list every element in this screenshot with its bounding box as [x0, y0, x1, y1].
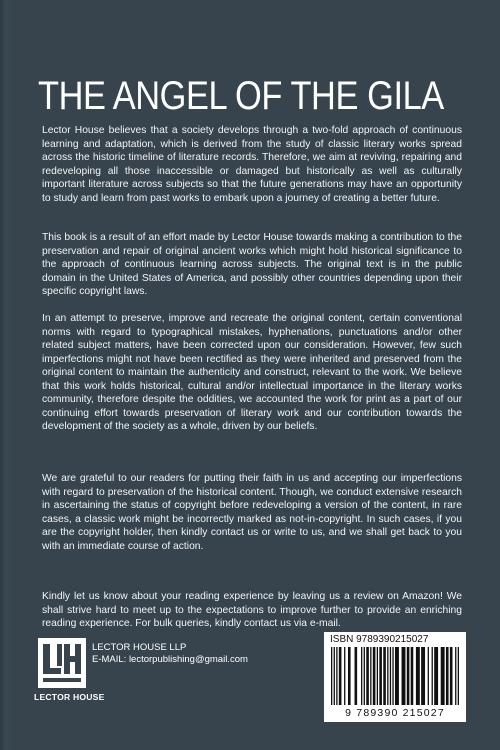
- barcode-bars: [328, 647, 462, 707]
- barcode-bar: [348, 647, 351, 705]
- barcode-bar: [355, 647, 358, 705]
- barcode-bar: [334, 647, 335, 705]
- barcode-bar: [416, 647, 420, 705]
- book-title: THE ANGEL OF THE GILA: [38, 74, 444, 118]
- barcode-bar: [336, 647, 337, 705]
- description-paragraph-1: Lector House believes that a society develops through a two-fold approach of continuous learning and adaptation, which is derived from the study of classic literary works spread across the historic timeline of literature records. Therefore, we aim at reviving, repairing and redeveloping all those inaccessible or damaged but historically as well as culturally important literature across subjects so that the future generations may have an opportunity to study and learn from past works to embark upon a journey of creating a better future.: [42, 125, 462, 204]
- barcode-bar: [434, 647, 438, 705]
- description-paragraph-3: In an attempt to preserve, improve and recreate the original content, certain conventional norms with regard to typographical mistakes, hyphenations, punctuations and/or other related subject matters, have been corrected upon our consideration. However, few such imperfections might not have been rectified as they were inherited and preserved from the original content to maintain the authenticity and construct, relevant to the work. We believe that this work holds historical, cultural and/or intellectual importance in the literary works community, therefore despite the oddities, we accounted the work for print as a part of our continuing effort towards preservation of literary work and our contribution towards the development of the society as a whole, driven by our beliefs.: [42, 313, 462, 432]
- barcode-bar: [446, 647, 449, 705]
- barcode-bar: [428, 647, 429, 705]
- barcode: [324, 632, 466, 722]
- barcode-bar: [361, 647, 362, 705]
- barcode-bar: [455, 647, 456, 705]
- barcode-bar: [339, 647, 342, 705]
- barcode-bar: [395, 647, 399, 705]
- barcode-bar: [373, 647, 376, 705]
- isbn-label: ISBN 9789390215027: [330, 634, 429, 645]
- barcode-bar: [390, 647, 391, 705]
- barcode-bar: [379, 647, 382, 705]
- barcode-bar: [421, 647, 425, 705]
- barcode-bar: [402, 647, 406, 705]
- barcode-bar: [407, 647, 410, 705]
- barcode-bar: [377, 647, 378, 705]
- barcode-bar: [383, 647, 386, 705]
- barcode-bar: [366, 647, 369, 705]
- description-paragraph-5: Kindly let us know about your reading experience by leaving us a review on Amazon! We shall strive hard to meet up to the expectations to improve further to provide an enriching reading experience. For bulk queries, kindly contact us via e-mail.: [42, 591, 462, 629]
- barcode-bar: [450, 647, 453, 705]
- barcode-bar: [331, 647, 332, 705]
- barcode-bar: [392, 647, 393, 705]
- barcode-bar: [370, 647, 371, 705]
- barcode-bar: [441, 647, 445, 705]
- barcode-number: 9 789390 215027: [345, 707, 445, 719]
- barcode-bar: [344, 647, 345, 705]
- barcode-bar: [432, 647, 433, 705]
- publisher-name: LECTOR HOUSE LLP: [92, 642, 187, 653]
- publisher-email[interactable]: E-MAIL: lectorpublishing@gmail.com: [92, 653, 248, 665]
- description-paragraph-4: We are grateful to our readers for putting their faith in us and accepting our imperfections with regard to preservation of the historical content. Though, we conduct extensive research in ascertaining the status of copyright before redeveloping a version of the content, in rare cases, a classic work might be incorrectly marked as not-in-copyright. In such cases, if you are the copyright holder, then kindly contact us or write to us, and we shall get back to you with an immediate course of action.: [42, 473, 462, 552]
- barcode-bar: [411, 647, 414, 705]
- barcode-bar: [364, 647, 365, 705]
- publisher-info: [92, 642, 248, 665]
- barcode-bar: [458, 647, 459, 705]
- description-paragraph-2: This book is a result of an effort made by Lector House towards making a contribution to the preservation and repair of original ancient works which might hold historical significance to the approach of continuous learning across subjects. The original text is in the public domain in the United States of America, and possibly other countries depending upon their specific copyright laws.: [42, 232, 462, 297]
- logo-wordmark: LECTOR HOUSE: [34, 692, 105, 702]
- barcode-bar: [387, 647, 388, 705]
- lh-monogram-icon: [38, 638, 86, 688]
